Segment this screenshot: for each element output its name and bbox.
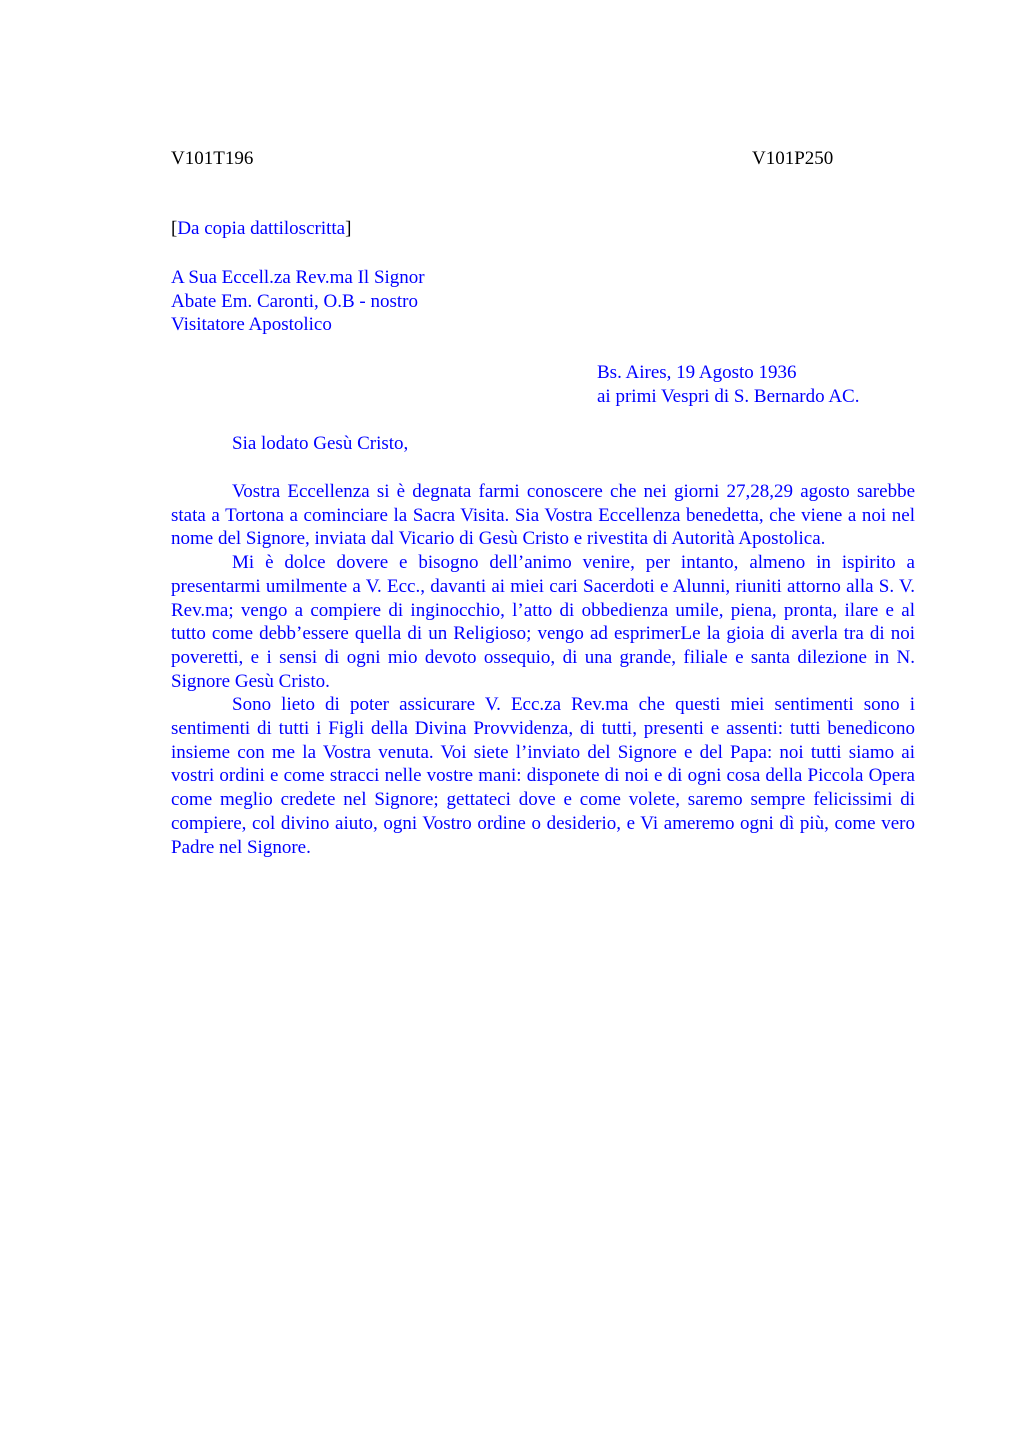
document-reference-left: V101T196 [171, 148, 254, 169]
body-paragraph: Sono lieto di poter assicurare V. Ecc.za Rev.ma che questi miei sentimenti sono i sentimenti di tutti i Figli della Divina Provvidenza, di tutti, presenti e assenti: tutti benedicono insieme con me la Vostra venuta. Voi siete l’inviato del Signore e del Papa: noi tutti siamo ai vostri ordini e come stracci nelle vostre mani: disponete di noi e di ogni cosa della Piccola Opera come meglio credete nel Signore; gettateci dove e come volete, saremo sempre felicissimi di compiere, col divino aiuto, ogni Vostro ordine o desiderio, e Vi ameremo ogni dì più, come vero Padre nel Signore. [171, 694, 915, 858]
recipient-line: Abate Em. Caronti, O.B - nostro [171, 290, 418, 312]
salutation: Sia lodato Gesù Cristo, [232, 433, 409, 454]
place-date-line: Bs. Aires, 19 Agosto 1936 [597, 362, 797, 383]
document-reference-right: V101P250 [752, 148, 834, 169]
recipient-line: A Sua Eccell.za Rev.ma Il Signor [171, 267, 425, 288]
body-paragraph: Mi è dolce dovere e bisogno dell’animo venire, per intanto, almeno in ispirito a presentarmi umilmente a V. Ecc., davanti ai miei cari Sacerdoti e Alunni, riuniti attorno alla S. V. Rev.ma; vengo a compiere di inginocchio, l’atto di obbedienza umile, piena, pronta, ilare e al tutto come debb’essere quella di un Religioso; vengo ad esprimerLe la gioia di averla tra di noi poveretti, e i sensi di ogni mio devoto ossequio, di una grande, filiale e santa dilezione in N. Signore Gesù Cristo. [171, 552, 915, 692]
letter-body [171, 480, 915, 859]
recipient-line: Visitatore Apostolico [171, 314, 332, 336]
place-and-date [597, 361, 859, 408]
body-paragraph: Vostra Eccellenza si è degnata farmi conoscere che nei giorni 27,28,29 agosto sarebbe stata a Tortona a cominciare la Sacra Visita. Sia Vostra Eccellenza benedetta, che viene a noi nel nome del Signore, inviata dal Vicario di Gesù Cristo e rivestita di Autorità Apostolica. [171, 481, 915, 550]
source-note [171, 217, 351, 241]
recipient-address [171, 266, 425, 337]
source-note-close-bracket: ] [345, 218, 352, 239]
source-note-open-bracket: [ [171, 218, 178, 239]
source-note-text: Da copia dattiloscritta [177, 218, 346, 239]
place-date-line: ai primi Vespri di S. Bernardo AC. [597, 385, 860, 407]
